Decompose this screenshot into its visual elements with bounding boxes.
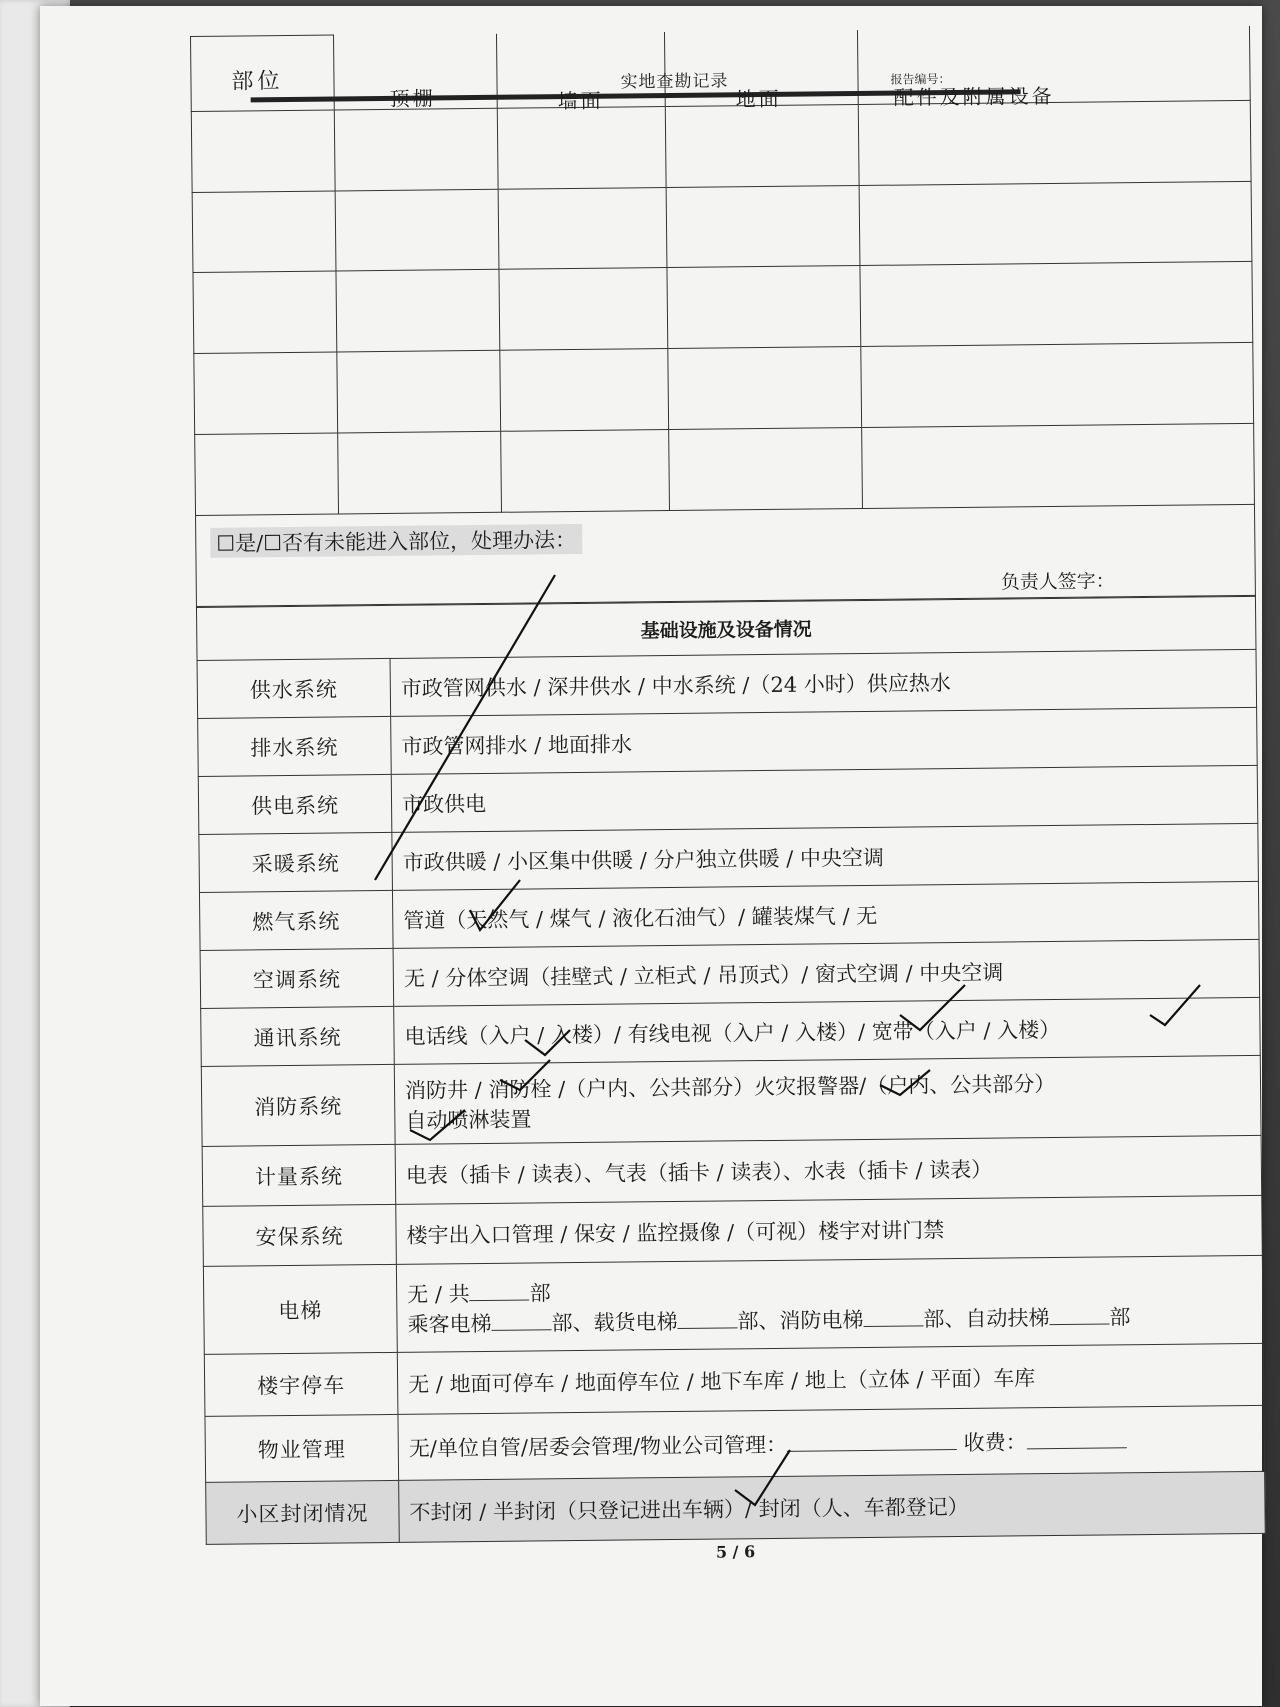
blank-field bbox=[678, 1327, 738, 1329]
row-label: 电梯 bbox=[203, 1264, 397, 1354]
row-options: 电表（插卡 / 读表）、气表（插卡 / 读表）、水表（插卡 / 读表） bbox=[395, 1135, 1262, 1204]
row-label: 采暖系统 bbox=[199, 832, 393, 892]
header-position-label: 部位 bbox=[231, 69, 284, 95]
report-number-label: 报告编号： bbox=[890, 72, 951, 87]
section-title: 基础设施及设备情况 bbox=[196, 596, 1255, 660]
row-options bbox=[394, 1055, 1261, 1144]
row-label: 空调系统 bbox=[200, 948, 394, 1008]
elevator-total-label: 无 / 共 bbox=[407, 1281, 470, 1307]
access-question: ☐是/☐否有未能进入部位，处理办法： bbox=[210, 524, 582, 558]
blank-field bbox=[1027, 1447, 1127, 1449]
header-wall-label: 墙面 bbox=[557, 88, 604, 113]
row-options: 无 / 分体空调（挂壁式 / 立柜式 / 吊顶式）/ 窗式空调 / 中央空调 bbox=[393, 939, 1260, 1006]
table-row bbox=[205, 1405, 1265, 1482]
survey-title: 实地查勘记录 bbox=[620, 71, 729, 93]
row-options: 楼宇出入口管理 / 保安 / 监控摄像 /（可视）楼宇对讲门禁 bbox=[396, 1195, 1263, 1264]
table-row bbox=[194, 343, 1254, 435]
page-number: 5 / 6 bbox=[715, 1542, 756, 1562]
table-row bbox=[195, 423, 1255, 515]
row-label: 安保系统 bbox=[203, 1204, 397, 1266]
header-floor bbox=[664, 30, 858, 111]
elevator-freight-label: 部、载货电梯 bbox=[551, 1309, 678, 1335]
header-ceiling-label: 顶棚 bbox=[389, 85, 436, 111]
row-label: 物业管理 bbox=[205, 1414, 399, 1482]
table-row bbox=[191, 100, 1251, 192]
row-label: 小区封闭情况 bbox=[206, 1480, 400, 1544]
blank-field bbox=[787, 1449, 957, 1452]
elevator-fire-label: 部、消防电梯 bbox=[737, 1307, 864, 1333]
row-options bbox=[398, 1405, 1265, 1480]
table-row bbox=[204, 1343, 1264, 1416]
table-row bbox=[203, 1255, 1263, 1354]
fee-label: 收费： bbox=[963, 1429, 1027, 1455]
row-options: 不封闭 / 半封闭（只登记进出车辆）/ 封闭（人、车都登记） bbox=[399, 1471, 1266, 1542]
header-position bbox=[191, 35, 335, 111]
row-label: 供水系统 bbox=[197, 658, 391, 718]
table-row bbox=[203, 1195, 1263, 1266]
row-label: 排水系统 bbox=[198, 716, 392, 776]
row-label: 楼宇停车 bbox=[204, 1352, 398, 1416]
table-row bbox=[192, 181, 1252, 273]
survey-table bbox=[190, 25, 1255, 516]
infrastructure-table bbox=[196, 596, 1266, 1545]
row-options: 市政管网排水 / 地面排水 bbox=[391, 707, 1258, 774]
row-options: 市政供电 bbox=[391, 765, 1258, 832]
blank-field bbox=[864, 1325, 924, 1327]
row-options-line2: 自动喷淋装置 bbox=[405, 1106, 532, 1133]
header-fittings-label: 配件及附属设备 bbox=[893, 83, 1055, 110]
row-label: 计量系统 bbox=[202, 1144, 396, 1206]
property-mgmt-options: 无/单位自管/居委会管理/物业公司管理： bbox=[408, 1432, 788, 1461]
document-page bbox=[40, 6, 1262, 1706]
blank-field bbox=[492, 1329, 552, 1331]
form-sheet bbox=[190, 25, 1266, 1606]
table-row bbox=[193, 262, 1253, 354]
blank-field bbox=[1050, 1323, 1110, 1325]
row-options: 电话线（入户 / 入楼）/ 有线电视（入户 / 入楼）/ 宽带（入户 / 入楼） bbox=[394, 997, 1261, 1064]
elevator-passenger-label: 乘客电梯 bbox=[407, 1311, 492, 1337]
row-options: 无 / 地面可停车 / 地面停车位 / 地下车库 / 地上（立体 / 平面）车库 bbox=[397, 1343, 1264, 1414]
row-label: 通讯系统 bbox=[201, 1006, 395, 1066]
table-row bbox=[201, 1055, 1261, 1146]
header-floor-label: 地面 bbox=[735, 86, 782, 111]
row-label: 燃气系统 bbox=[199, 890, 393, 950]
row-options-line1: 消防井 / 消防栓 /（户内、公共部分）火灾报警器/（户内、公共部分） bbox=[404, 1071, 1056, 1103]
escalator-label: 部、自动扶梯 bbox=[923, 1305, 1050, 1331]
header-fittings bbox=[857, 25, 1250, 110]
row-options: 管道（天然气 / 煤气 / 液化石油气）/ 罐装煤气 / 无 bbox=[392, 881, 1259, 948]
access-section bbox=[195, 505, 1256, 607]
row-label: 消防系统 bbox=[201, 1064, 395, 1146]
row-options bbox=[396, 1255, 1263, 1352]
table-row bbox=[202, 1135, 1262, 1206]
table-row bbox=[206, 1471, 1266, 1544]
header-wall bbox=[496, 32, 665, 113]
escalator-unit: 部 bbox=[1109, 1304, 1131, 1329]
blank-field bbox=[470, 1299, 530, 1301]
row-label: 供电系统 bbox=[198, 774, 392, 834]
row-options: 市政管网供水 / 深井供水 / 中水系统 /（24 小时）供应热水 bbox=[390, 649, 1257, 716]
header-ceiling bbox=[333, 33, 497, 109]
row-options: 市政供暖 / 小区集中供暖 / 分户独立供暖 / 中央空调 bbox=[392, 823, 1259, 890]
signature-label: 负责人签字： bbox=[1000, 570, 1115, 594]
elevator-unit: 部 bbox=[529, 1280, 551, 1306]
